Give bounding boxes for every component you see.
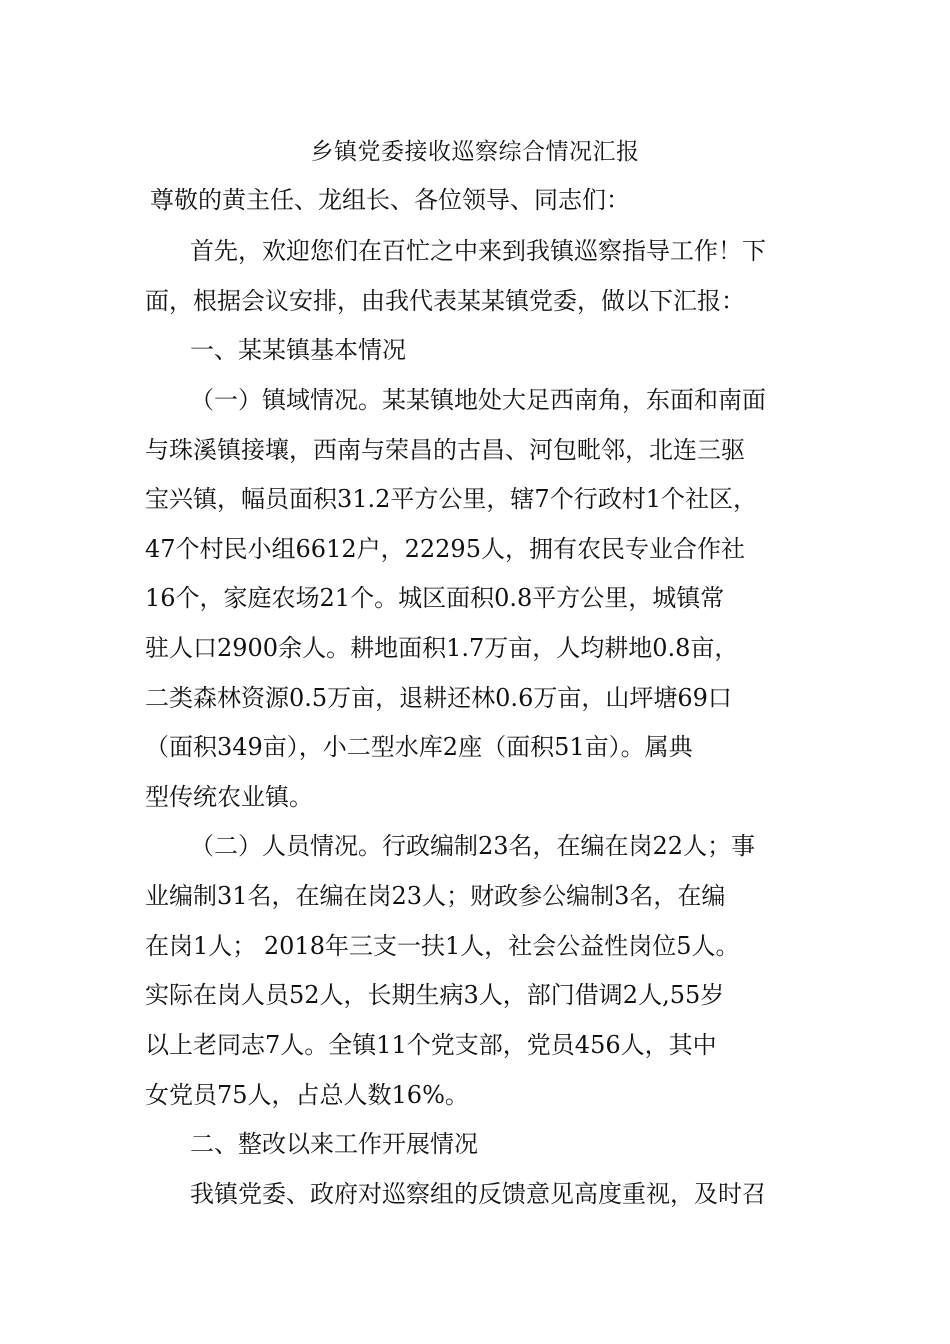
document-title: 乡镇党委接收巡察综合情况汇报: [310, 139, 640, 165]
text-line: 女党员75人，占总人数16%。: [145, 1081, 469, 1109]
text-line: 首先，欢迎您们在百忙之中来到我镇巡察指导工作！下: [190, 237, 766, 265]
text-line: 47个村民小组6612户，22295人，拥有农民专业合作社: [145, 535, 745, 563]
salutation: 尊敬的黄主任、龙组长、各位领导、同志们：: [150, 186, 630, 214]
text-line: 型传统农业镇。: [145, 783, 313, 811]
text-line: （一）镇域情况。某某镇地处大足西南角，东面和南面: [190, 386, 766, 414]
text-line: 16个，家庭农场21个。城区面积0.8平方公里，城镇常: [145, 584, 725, 612]
text-line: 在岗1人； 2018年三支一扶1人，社会公益性岗位5人。: [145, 932, 740, 960]
text-line: 二类森林资源0.5万亩，退耕还林0.6万亩，山坪塘69口: [145, 684, 732, 712]
text-line: 宝兴镇，幅员面积31.2平方公里，辖7个行政村1个社区，: [145, 485, 757, 513]
text-line: 面，根据会议安排，由我代表某某镇党委，做以下汇报：: [145, 287, 745, 315]
text-line: 实际在岗人员52人，长期生病3人，部门借调2人,55岁: [145, 981, 725, 1009]
text-line: 与珠溪镇接壤，西南与荣昌的古昌、河包毗邻，北连三驱: [145, 436, 745, 464]
text-line: （二）人员情况。行政编制23名，在编在岗22人；事: [190, 832, 756, 860]
section-heading: 二、整改以来工作开展情况: [190, 1130, 478, 1158]
text-line: 以上老同志7人。全镇11个党支部，党员456人，其中: [145, 1031, 717, 1059]
text-line: 我镇党委、政府对巡察组的反馈意见高度重视，及时召: [190, 1180, 766, 1208]
text-line: 驻人口2900余人。耕地面积1.7万亩，人均耕地0.8亩，: [145, 634, 739, 662]
section-heading: 一、某某镇基本情况: [190, 336, 406, 364]
text-line: 业编制31名，在编在岗23人；财政参公编制3名，在编: [145, 882, 726, 910]
text-line: （面积349亩），小二型水库2座（面积51亩）。属典: [145, 733, 693, 761]
